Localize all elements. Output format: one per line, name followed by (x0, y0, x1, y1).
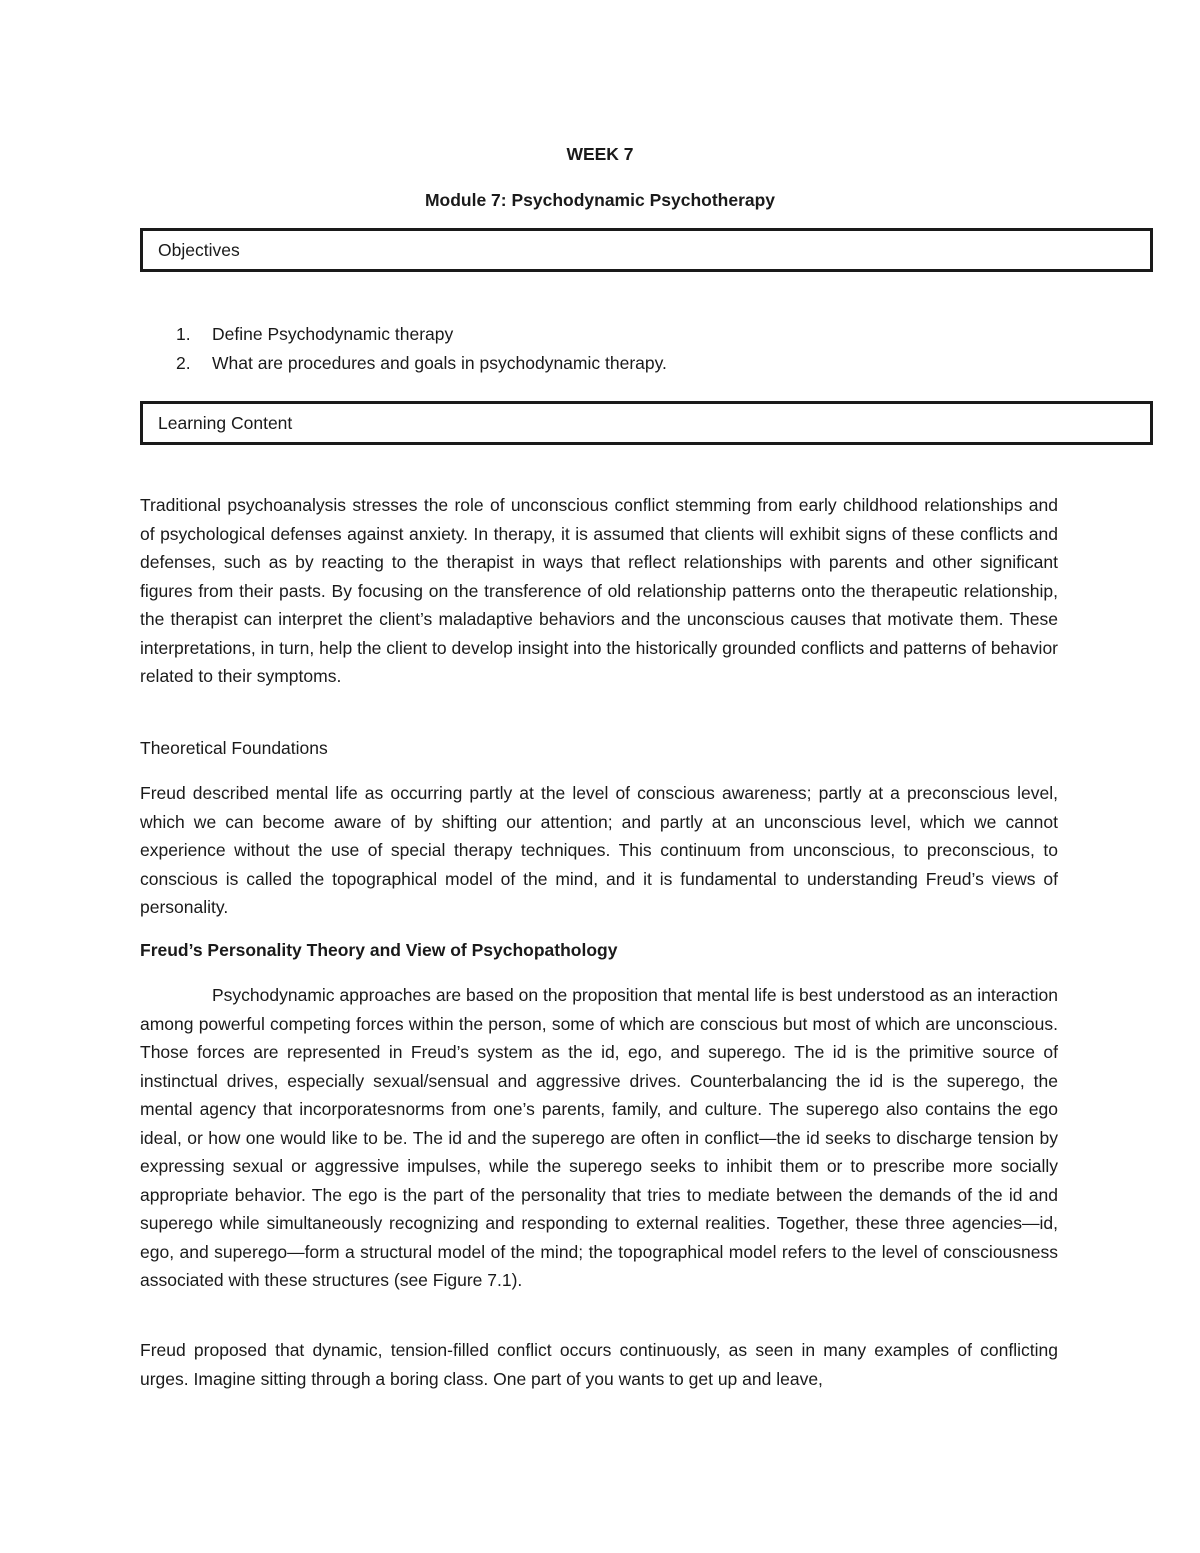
objective-text: Define Psychodynamic therapy (212, 324, 454, 344)
objectives-heading-box (140, 228, 1153, 272)
learning-content-heading-box (140, 401, 1153, 445)
objectives-list (140, 320, 1153, 378)
objective-number: 1. (176, 324, 191, 344)
week-title: WEEK 7 (566, 144, 634, 164)
objective-item (140, 320, 1153, 349)
objective-item (140, 349, 1153, 378)
learning-content-heading: Learning Content (158, 413, 293, 433)
objective-number: 2. (176, 353, 191, 373)
personality-theory-heading: Freud’s Personality Theory and View of Psychopathology (140, 940, 618, 960)
objectives-heading: Objectives (158, 240, 240, 260)
paragraph-mental-life: Freud described mental life as occurring partly at the level of conscious awareness; partly at a preconscious level, which we can become aware of by shifting our attention; and partly at an unconscious level, which we cannot experience without the use of special therapy techniques. This continuum from unconscious, to preconscious, to conscious is called the topographical model of the mind, and it is fundamental to understanding Freud’s views of personality. (140, 783, 1058, 917)
paragraph-id-ego-superego: Psychodynamic approaches are based on the proposition that mental life is best understood as an interaction among powerful competing forces within the person, some of which are conscious but most of which are unconscious. Those forces are represented in Freud’s system as the id, ego, and superego. The id is the primitive source of instinctual drives, especially sexual/sensual and aggressive drives. Counterbalancing the id is the superego, the mental agency that incorporatesnorms from one’s parents, family, and culture. The superego also contains the ego ideal, or how one would like to be. The id and the superego are often in conflict—the id seeks to discharge tension by expressing sexual or aggressive impulses, while the superego seeks to inhibit them or to prescribe more socially appropriate behavior. The ego is the part of the personality that tries to mediate between the demands of the id and superego while simultaneously recognizing and responding to external realities. Together, these three agencies—id, ego, and superego—form a structural model of the mind; the topographical model refers to the level of consciousness associated with these structures (see Figure 7.1). (140, 985, 1058, 1290)
objective-text: What are procedures and goals in psychodynamic therapy. (212, 353, 667, 373)
theoretical-foundations-heading: Theoretical Foundations (140, 738, 328, 758)
paragraph-dynamic-conflict: Freud proposed that dynamic, tension-filled conflict occurs continuously, as seen in many examples of conflicting urges. Imagine sitting through a boring class. One part of you wants to get up and leave, (140, 1340, 1058, 1389)
module-title: Module 7: Psychodynamic Psychotherapy (424, 190, 776, 210)
paragraph-psychoanalysis: Traditional psychoanalysis stresses the role of unconscious conflict stemming from early childhood relationships and of psychological defenses against anxiety. In therapy, it is assumed that clients will exhibit signs of these conflicts and defenses, such as by reacting to the therapist in ways that reflect relationships with parents and other significant figures from their pasts. By focusing on the transference of old relationship patterns onto the therapeutic relationship, the therapist can interpret the client’s maladaptive behaviors and the unconscious causes that motivate them. These interpretations, in turn, help the client to develop insight into the historically grounded conflicts and patterns of behavior related to their symptoms. (140, 495, 1058, 686)
